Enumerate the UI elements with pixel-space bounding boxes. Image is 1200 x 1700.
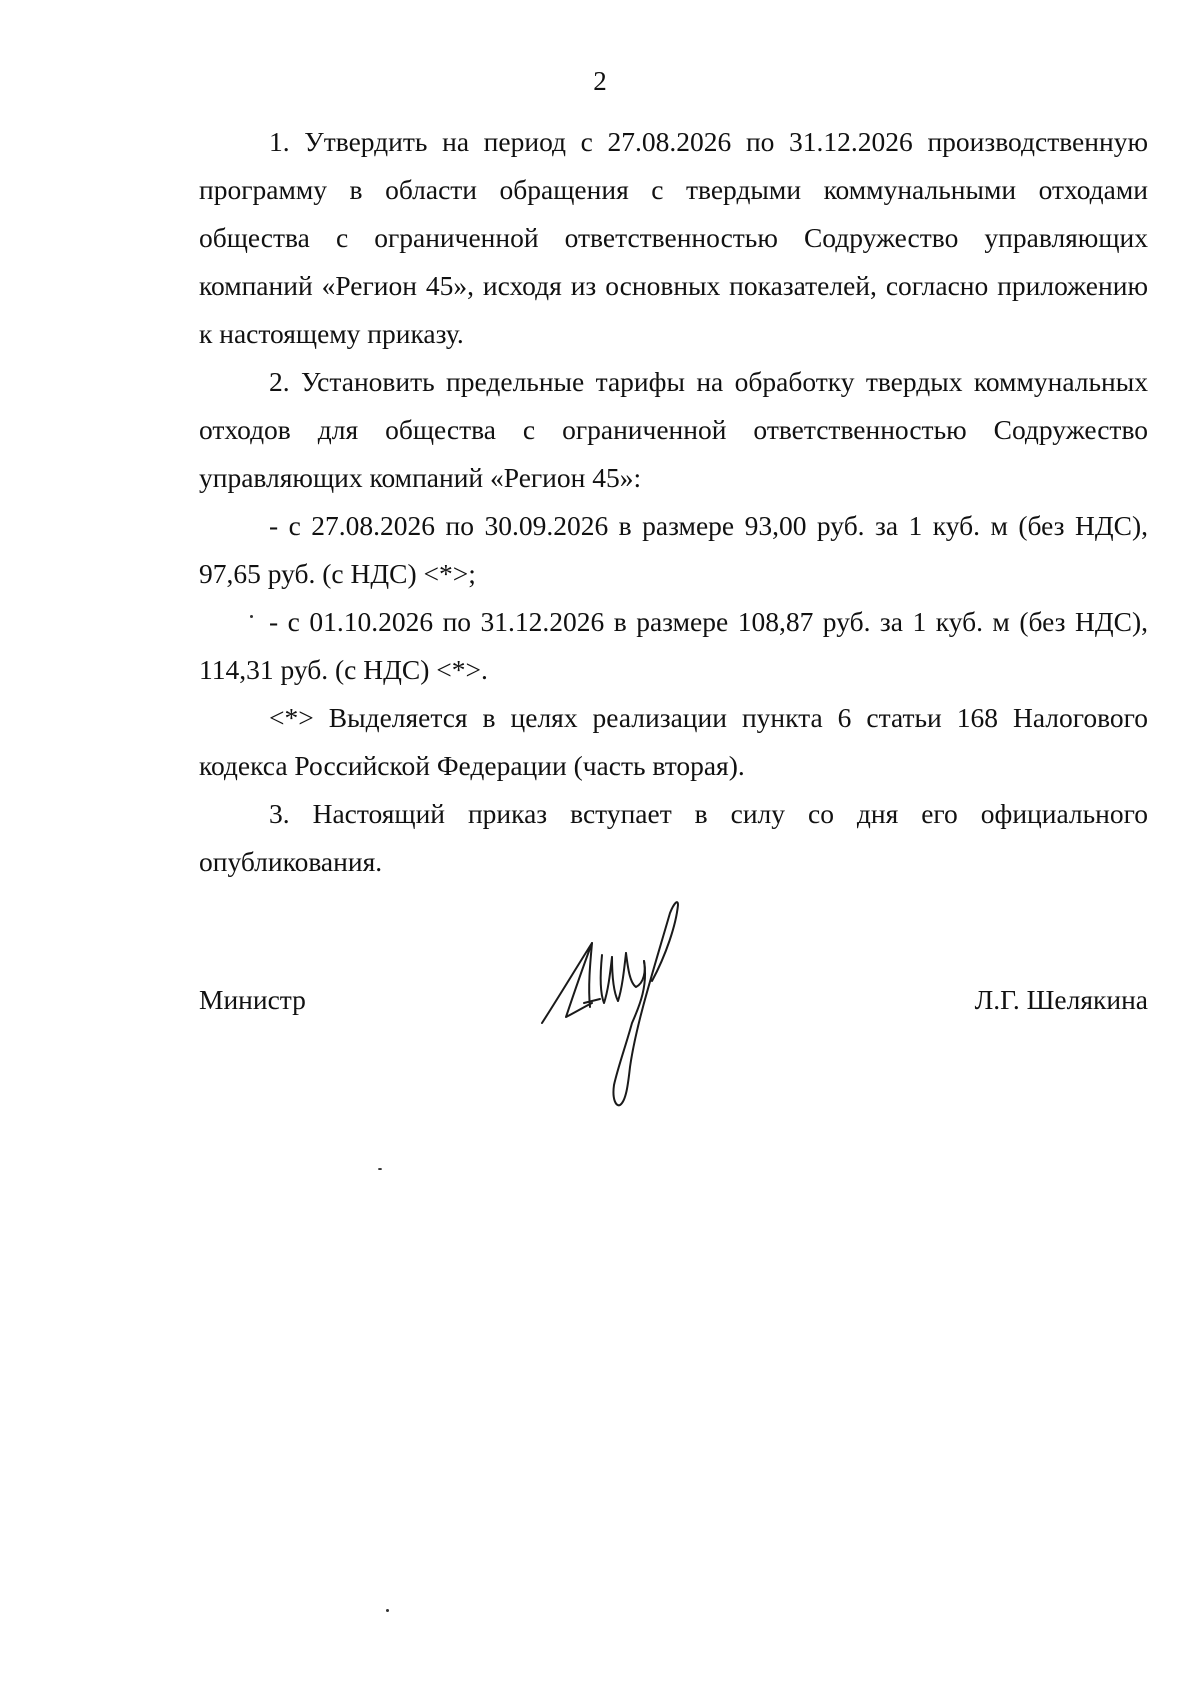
scan-speck-1 [250, 615, 253, 618]
paragraph-2-set-tariffs: 2. Установить предельные тарифы на обработку твердых коммунальных отходов для общества с ограниченной ответственностью Содружество управляющих компаний «Регион 45»: [199, 366, 1148, 493]
footnote-vat: <*> Выделяется в целях реализации пункта 6 статьи 168 Налогового кодекса Российской Федерации (часть вторая). [199, 702, 1148, 781]
paragraph-1-approve-program: 1. Утвердить на период с 27.08.2026 по 31.12.2026 производственную программу в области обращения с твердыми коммунальными отходами общества с ограниченной ответственностью Содружество управляющих компаний «Регион 45», исходя из основных показателей, согласно приложению к настоящему приказу. [199, 126, 1148, 349]
page-number: 2 [593, 66, 607, 96]
scan-speck-3 [386, 1609, 389, 1612]
signatory-name: Л.Г. Шелякина [974, 984, 1148, 1015]
tariff-period-1: - с 27.08.2026 по 30.09.2026 в размере 93,00 руб. за 1 куб. м (без НДС), 97,65 руб. (с НДС) <*>; [199, 510, 1148, 589]
paragraph-3-effective-date: 3. Настоящий приказ вступает в силу со дня его официального опубликования. [199, 798, 1148, 877]
document-body [199, 118, 1148, 886]
signatory-title: Министр [199, 984, 306, 1015]
tariff-period-2: - с 01.10.2026 по 31.12.2026 в размере 108,87 руб. за 1 куб. м (без НДС), 114,31 руб. (с НДС) <*>. [199, 606, 1148, 685]
scan-speck-2 [378, 1168, 382, 1170]
handwritten-signature [540, 895, 690, 1110]
